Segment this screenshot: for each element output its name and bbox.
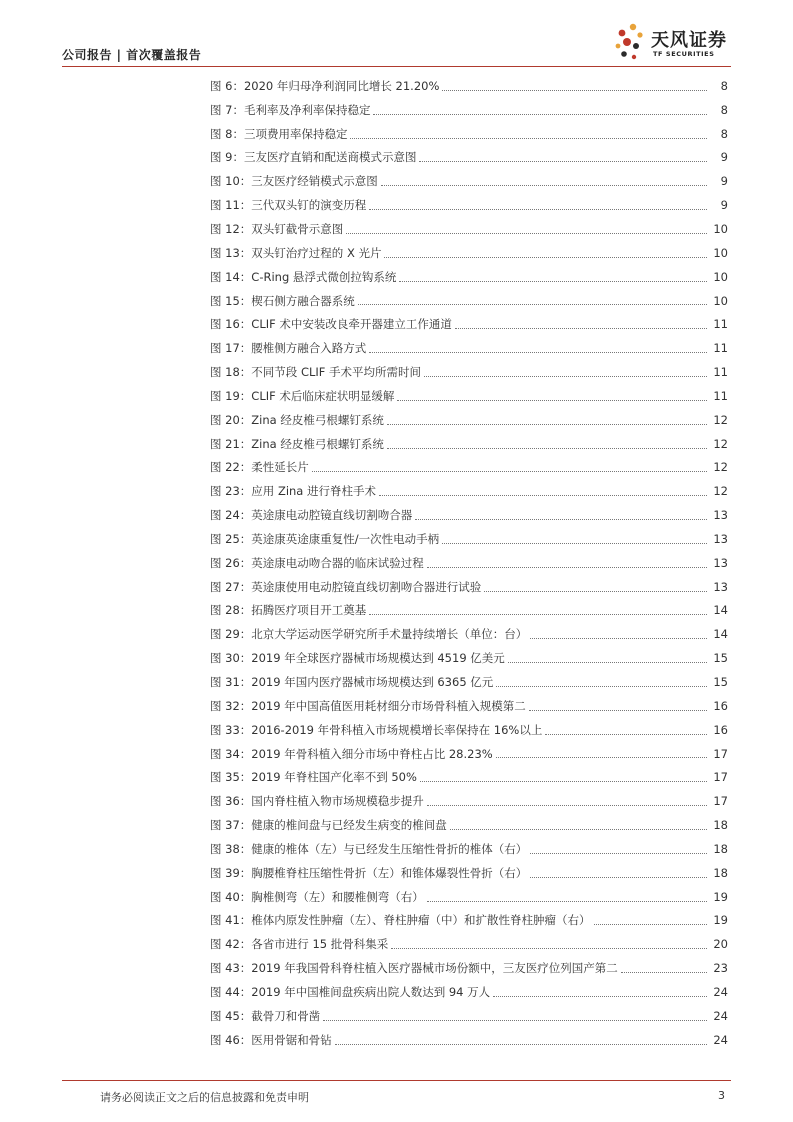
toc-leader-dots — [530, 876, 707, 878]
toc-entry[interactable] — [210, 718, 728, 742]
toc-entry-title: 图 45：截骨刀和骨凿 — [210, 1008, 321, 1023]
toc-entry-page: 9 — [720, 174, 728, 189]
toc-entry-page: 13 — [713, 555, 728, 570]
toc-entry-page: 15 — [713, 675, 728, 690]
toc-leader-dots — [442, 89, 707, 91]
toc-entry-page: 9 — [720, 150, 728, 165]
toc-leader-dots — [529, 709, 707, 711]
toc-entry-title: 图 18：不同节段 CLIF 手术平均所需时间 — [210, 365, 422, 380]
toc-entry[interactable] — [210, 599, 728, 623]
toc-entry[interactable] — [210, 789, 728, 813]
toc-entry-title: 图 37：健康的椎间盘与已经发生病变的椎间盘 — [210, 818, 447, 833]
toc-entry[interactable] — [210, 932, 728, 956]
toc-entry[interactable] — [210, 885, 728, 909]
toc-leader-dots — [427, 900, 707, 902]
toc-leader-dots — [484, 590, 707, 592]
toc-entry-page: 11 — [713, 341, 728, 356]
toc-entry-title: 图 19：CLIF 术后临床症状明显缓解 — [210, 388, 395, 403]
toc-entry-page: 10 — [713, 293, 728, 308]
toc-entry[interactable] — [210, 456, 728, 480]
figure-table-of-contents — [210, 74, 728, 1052]
toc-entry[interactable] — [210, 479, 728, 503]
toc-entry[interactable] — [210, 622, 728, 646]
toc-entry-page: 16 — [713, 722, 728, 737]
toc-leader-dots — [415, 518, 707, 520]
page-header — [62, 0, 731, 68]
toc-leader-dots — [387, 423, 707, 425]
toc-entry[interactable] — [210, 98, 728, 122]
toc-entry[interactable] — [210, 670, 728, 694]
toc-entry-page: 11 — [713, 365, 728, 380]
toc-leader-dots — [369, 613, 707, 615]
toc-entry-title: 图 41：椎体内原发性肿瘤（左）、脊柱肿瘤（中）和扩散性脊柱肿瘤（右） — [210, 913, 591, 928]
toc-entry-page: 8 — [720, 78, 728, 93]
toc-entry-page: 12 — [713, 460, 728, 475]
toc-entry[interactable] — [210, 527, 728, 551]
toc-entry-title: 图 13：双头钉治疗过程的 X 光片 — [210, 245, 382, 260]
toc-entry-title: 图 42：各省市进行 15 批骨科集采 — [210, 937, 389, 952]
toc-entry-title: 图 6：2020 年归母净利润同比增长 21.20% — [210, 78, 440, 93]
toc-entry-title: 图 39：胸腰椎脊柱压缩性骨折（左）和锥体爆裂性骨折（右） — [210, 865, 528, 880]
toc-entry[interactable] — [210, 312, 728, 336]
toc-entry[interactable] — [210, 241, 728, 265]
toc-leader-dots — [391, 947, 707, 949]
toc-entry-title: 图 36：国内脊柱植入物市场规模稳步提升 — [210, 794, 424, 809]
toc-leader-dots — [424, 375, 707, 377]
toc-entry-page: 12 — [713, 436, 728, 451]
toc-entry-page: 12 — [713, 484, 728, 499]
toc-leader-dots — [369, 208, 707, 210]
toc-entry-page: 15 — [713, 651, 728, 666]
footer-disclaimer: 请务必阅读正文之后的信息披露和免责申明 — [100, 1091, 309, 1104]
toc-leader-dots — [350, 137, 707, 139]
toc-entry-page: 17 — [713, 794, 728, 809]
toc-leader-dots — [379, 494, 707, 496]
toc-entry[interactable] — [210, 122, 728, 146]
toc-entry[interactable] — [210, 742, 728, 766]
toc-entry[interactable] — [210, 169, 728, 193]
toc-entry[interactable] — [210, 646, 728, 670]
toc-leader-dots — [530, 852, 707, 854]
toc-entry[interactable] — [210, 265, 728, 289]
toc-entry-page: 11 — [713, 388, 728, 403]
toc-entry[interactable] — [210, 289, 728, 313]
toc-leader-dots — [621, 971, 707, 973]
toc-entry[interactable] — [210, 74, 728, 98]
toc-entry[interactable] — [210, 909, 728, 933]
toc-entry-title: 图 30：2019 年全球医疗器械市场规模达到 4519 亿美元 — [210, 651, 505, 666]
toc-entry-title: 图 17：腰椎侧方融合入路方式 — [210, 341, 367, 356]
toc-entry[interactable] — [210, 956, 728, 980]
toc-entry-title: 图 12：双头钉截骨示意图 — [210, 221, 344, 236]
toc-entry-title: 图 34：2019 年骨科植入细分市场中脊柱占比 28.23% — [210, 746, 493, 761]
toc-entry-title: 图 28：拓腾医疗项目开工奠基 — [210, 603, 367, 618]
toc-entry-page: 9 — [720, 198, 728, 213]
tf-logo-icon — [613, 22, 647, 62]
toc-entry-page: 13 — [713, 531, 728, 546]
toc-entry[interactable] — [210, 551, 728, 575]
toc-entry-page: 8 — [720, 126, 728, 141]
toc-entry-page: 24 — [713, 984, 728, 999]
toc-leader-dots — [358, 303, 707, 305]
toc-entry-title: 图 43：2019 年我国骨科脊柱植入医疗器械市场份额中，三友医疗位列国产第二 — [210, 961, 618, 976]
toc-entry-page: 16 — [713, 698, 728, 713]
toc-entry[interactable] — [210, 861, 728, 885]
toc-entry[interactable] — [210, 384, 728, 408]
toc-entry[interactable] — [210, 980, 728, 1004]
logo-chinese-text: 天风证券 — [651, 30, 727, 51]
toc-entry-page: 19 — [713, 889, 728, 904]
logo-english-text: TF SECURITIES — [653, 50, 715, 58]
toc-leader-dots — [397, 399, 707, 401]
toc-leader-dots — [387, 447, 707, 449]
toc-entry[interactable] — [210, 765, 728, 789]
toc-entry-page: 10 — [713, 245, 728, 260]
toc-entry-page: 18 — [713, 841, 728, 856]
toc-entry-page: 14 — [713, 627, 728, 642]
toc-entry-page: 13 — [713, 508, 728, 523]
toc-entry-page: 8 — [720, 102, 728, 117]
toc-entry-title: 图 7：毛利率及净利率保持稳定 — [210, 102, 371, 117]
toc-entry[interactable] — [210, 432, 728, 456]
toc-leader-dots — [442, 542, 707, 544]
toc-leader-dots — [427, 804, 707, 806]
toc-entry-title: 图 31：2019 年国内医疗器械市场规模达到 6365 亿元 — [210, 675, 494, 690]
toc-entry-title: 图 16：CLIF 术中安装改良牵开器建立工作通道 — [210, 317, 452, 332]
toc-leader-dots — [455, 327, 707, 329]
toc-entry-title: 图 46：医用骨锯和骨钻 — [210, 1032, 332, 1047]
toc-entry[interactable] — [210, 694, 728, 718]
toc-entry-page: 10 — [713, 269, 728, 284]
toc-leader-dots — [346, 232, 707, 234]
toc-entry-page: 10 — [713, 221, 728, 236]
toc-entry[interactable] — [210, 360, 728, 384]
header-divider — [62, 66, 731, 67]
toc-leader-dots — [493, 995, 707, 997]
toc-entry-title: 图 32：2019 年中国高值医用耗材细分市场骨科植入规模第二 — [210, 698, 526, 713]
toc-entry-title: 图 27：英途康使用电动腔镜直线切割吻合器进行试验 — [210, 579, 482, 594]
toc-entry[interactable] — [210, 193, 728, 217]
toc-leader-dots — [323, 1019, 707, 1021]
toc-entry-title: 图 14：C-Ring 悬浮式微创拉钩系统 — [210, 269, 397, 284]
toc-entry-title: 图 24：英途康电动腔镜直线切割吻合器 — [210, 508, 413, 523]
toc-leader-dots — [530, 637, 707, 639]
toc-entry-page: 13 — [713, 579, 728, 594]
toc-entry-page: 18 — [713, 865, 728, 880]
toc-entry[interactable] — [210, 146, 728, 170]
toc-entry[interactable] — [210, 1004, 728, 1028]
company-logo — [613, 22, 731, 64]
toc-entry[interactable] — [210, 503, 728, 527]
toc-entry[interactable] — [210, 336, 728, 360]
toc-entry-page: 24 — [713, 1008, 728, 1023]
toc-leader-dots — [594, 923, 707, 925]
report-type-label: 公司报告 | 首次覆盖报告 — [62, 48, 202, 62]
toc-entry-page: 11 — [713, 317, 728, 332]
toc-entry-title: 图 26：英途康电动吻合器的临床试验过程 — [210, 555, 424, 570]
toc-entry-title: 图 40：胸椎侧弯（左）和腰椎侧弯（右） — [210, 889, 424, 904]
toc-entry-title: 图 11：三代双头钉的演变历程 — [210, 198, 367, 213]
toc-leader-dots — [312, 470, 707, 472]
toc-entry-title: 图 44：2019 年中国椎间盘疾病出院人数达到 94 万人 — [210, 984, 491, 999]
toc-entry-page: 19 — [713, 913, 728, 928]
toc-leader-dots — [419, 160, 707, 162]
toc-leader-dots — [369, 351, 707, 353]
toc-entry[interactable] — [210, 813, 728, 837]
toc-leader-dots — [545, 733, 707, 735]
toc-entry-page: 14 — [713, 603, 728, 618]
toc-entry-title: 图 22：柔性延长片 — [210, 460, 309, 475]
toc-entry-title: 图 25：英途康英途康重复性/一次性电动手柄 — [210, 531, 440, 546]
toc-leader-dots — [420, 780, 707, 782]
toc-entry-page: 24 — [713, 1032, 728, 1047]
toc-entry-page: 17 — [713, 746, 728, 761]
page-number: 3 — [718, 1089, 725, 1102]
toc-entry[interactable] — [210, 408, 728, 432]
toc-entry-page: 18 — [713, 818, 728, 833]
toc-entry-title: 图 8：三项费用率保持稳定 — [210, 126, 348, 141]
toc-leader-dots — [450, 828, 707, 830]
toc-entry-title: 图 20：Zina 经皮椎弓根螺钉系统 — [210, 412, 384, 427]
toc-entry-page: 12 — [713, 412, 728, 427]
toc-entry-title: 图 33：2016-2019 年骨科植入市场规模增长率保持在 16%以上 — [210, 722, 543, 737]
toc-entry-title: 图 35：2019 年脊柱国产化率不到 50% — [210, 770, 417, 785]
toc-leader-dots — [381, 184, 707, 186]
toc-entry[interactable] — [210, 217, 728, 241]
toc-entry-title: 图 9：三友医疗直销和配送商模式示意图 — [210, 150, 417, 165]
toc-entry[interactable] — [210, 1028, 728, 1052]
toc-leader-dots — [335, 1043, 707, 1045]
toc-entry-title: 图 38：健康的椎体（左）与已经发生压缩性骨折的椎体（右） — [210, 841, 528, 856]
toc-entry-title: 图 29：北京大学运动医学研究所手术量持续增长（单位：台） — [210, 627, 528, 642]
toc-leader-dots — [496, 756, 707, 758]
toc-entry-title: 图 23：应用 Zina 进行脊柱手术 — [210, 484, 377, 499]
toc-entry[interactable] — [210, 837, 728, 861]
toc-entry[interactable] — [210, 575, 728, 599]
toc-leader-dots — [399, 280, 707, 282]
toc-entry-title: 图 21：Zina 经皮椎弓根螺钉系统 — [210, 436, 384, 451]
toc-entry-title: 图 10：三友医疗经销模式示意图 — [210, 174, 378, 189]
toc-leader-dots — [373, 113, 707, 115]
toc-entry-page: 17 — [713, 770, 728, 785]
toc-entry-page: 23 — [713, 961, 728, 976]
toc-entry-title: 图 15：楔石侧方融合器系统 — [210, 293, 355, 308]
toc-leader-dots — [508, 661, 707, 663]
footer-divider — [62, 1080, 731, 1081]
toc-leader-dots — [427, 566, 707, 568]
toc-leader-dots — [384, 256, 707, 258]
toc-leader-dots — [496, 685, 707, 687]
toc-entry-page: 20 — [713, 937, 728, 952]
